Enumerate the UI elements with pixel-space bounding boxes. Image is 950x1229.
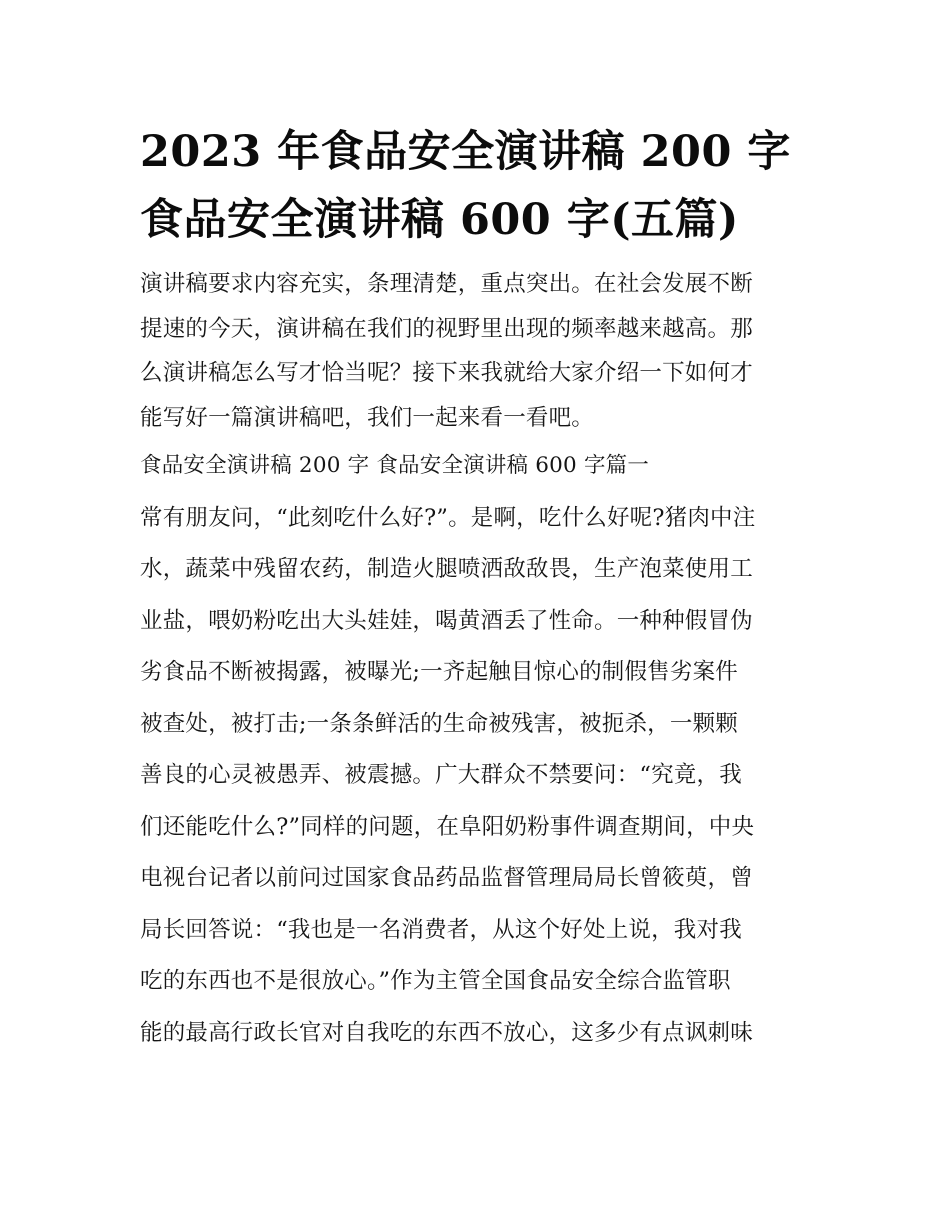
paragraph-line: 演讲稿要求内容充实，条理清楚，重点突出。在社会发展不断 [140,271,753,297]
paragraph-line: 们还能吃什么?”同样的问题，在阜阳奶粉事件调查期间，中央 [140,813,755,840]
paragraph-line: 劣食品不断被揭露，被曝光;一齐起触目惊心的制假售劣案件 [140,659,738,686]
article-paragraph [140,493,812,1060]
paragraph-line: 常有朋友问，“此刻吃什么好?”。是啊，吃什么好呢?猪肉中注 [140,504,756,531]
paragraph-line: 业盐，喂奶粉吃出大头娃娃，喝黄酒丢了性命。一种种假冒伪 [140,607,753,634]
paragraph-line: 善良的心灵被愚弄、被震撼。广大群众不禁要问：“究竟，我 [140,762,742,789]
paragraph-line: 能的最高行政长官对自我吃的东西不放心，这多少有点讽刺味 [140,1019,753,1046]
paragraph-line: 被查处，被打击;一条条鲜活的生命被残害，被扼杀，一颗颗 [140,710,738,737]
paragraph-line: 能写好一篇演讲稿吧，我们一起来看一看吧。 [140,405,595,432]
section-heading: 食品安全演讲稿 200 字 食品安全演讲稿 600 字篇一 [140,452,650,478]
paragraph-line: 电视台记者以前问过国家食品药品监督管理局局长曾筱萸，曾 [140,865,753,892]
document-content [140,118,812,1059]
paragraph-line: 局长回答说：“我也是一名消费者，从这个好处上说，我对我 [140,916,742,943]
paragraph-line: 水，蔬菜中残留农药，制造火腿喷洒敌敌畏，生产泡菜使用工 [140,556,753,583]
document-title [140,118,812,254]
paragraph-line: 提速的今天，演讲稿在我们的视野里出现的频率越来越高。那 [140,315,753,342]
paragraph-line: 么演讲稿怎么写才恰当呢？接下来我就给大家介绍一下如何才 [140,360,753,387]
title-line: 2023 年食品安全演讲稿 200 字 [140,127,791,177]
title-line: 食品安全演讲稿 600 字(五篇) [140,195,739,245]
paragraph-line: 吃的东西也不是很放心。”作为主管全国食品安全综合监管职 [140,968,731,995]
intro-paragraph [140,262,812,441]
